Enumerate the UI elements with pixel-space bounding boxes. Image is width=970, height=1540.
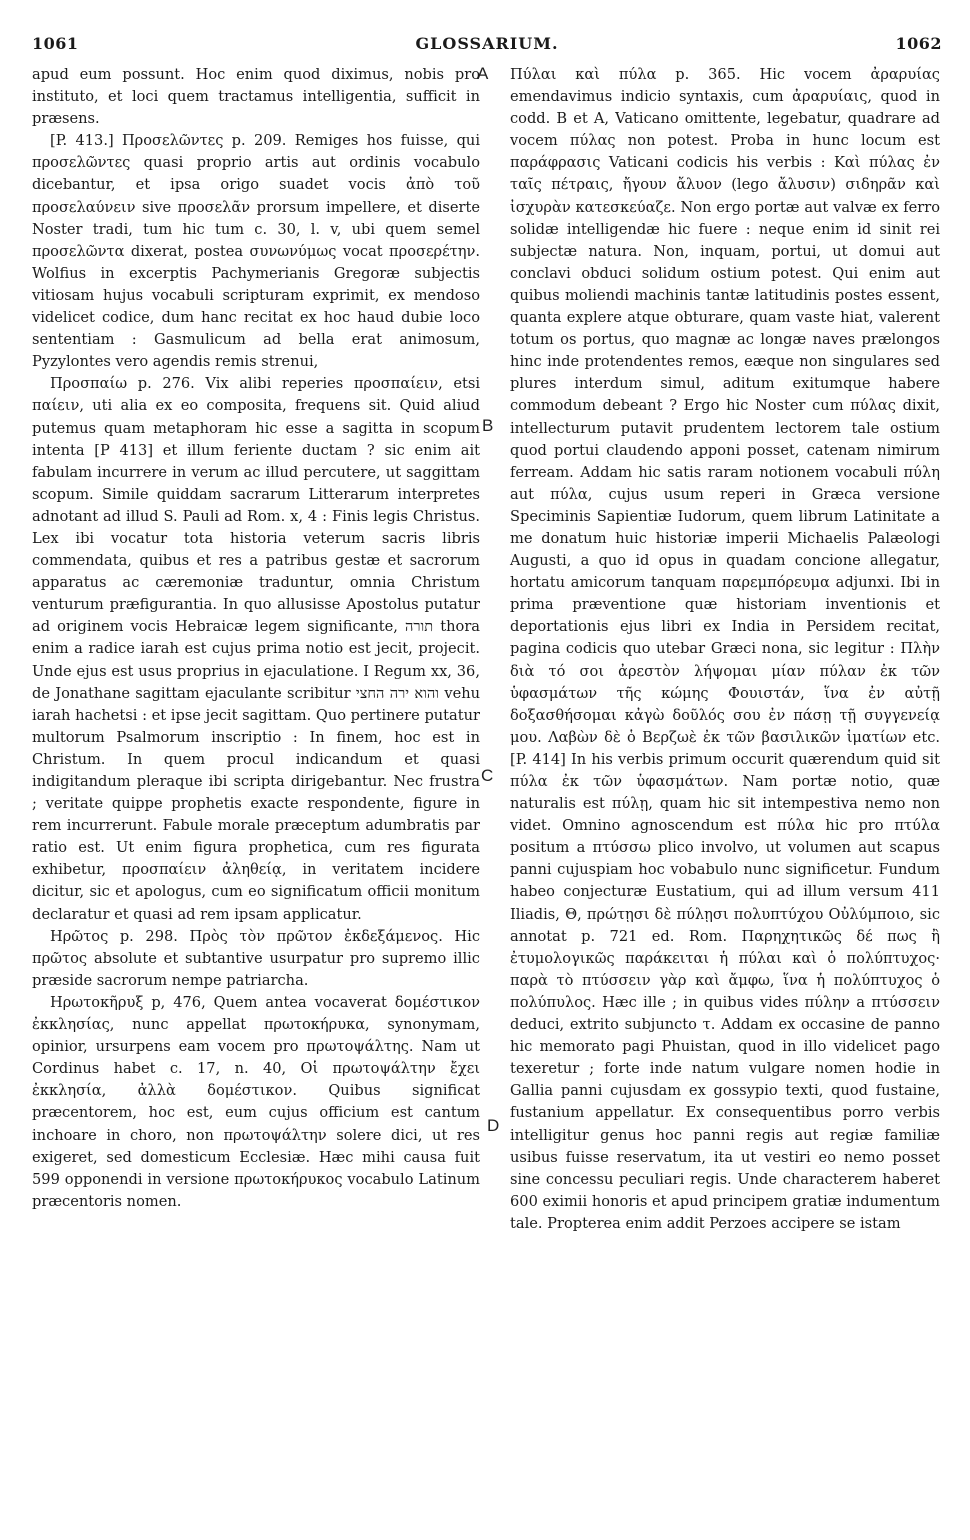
entry-protokeryx: Ηρωτοκῆρυξ p, 476, Quem antea vocaverat δομέστικον ἐκκλησίας, nunc appellat πρωτοκήρυκα, synonymam, opinior, ursurpens eam vocem pro πρωτοψάλτης. Nam ut Cordinus habet c. 17, n. 40, Οἱ πρωτοψάλτην ἔχει ἐκκλησία, ἀλλὰ δομέστικον. Quibus significat præcentorem, hoc est, eum cujus officium est cantum inchoare in choro, non πρωτοψάλτην solere dici, ut res exigeret, sed domesticum Ecclesiæ. Hæc mihi causa fuit 599 opponendi in versione πρωτοκήρυκος vocabulo Latinum præcentoris nomen. [32, 993, 480, 1210]
running-header [32, 34, 942, 60]
margin-marker-c: C [481, 766, 494, 785]
entry-prospaio: Προσπαίω p. 276. Vix alibi reperies προσπαίειν, etsi παίειν, uti alia ex eo composita, frequens sit. Quid aliud putemus quam metaphoram hic esse a sagitta in scopum intenta [P 413] et illum feriente ductam ? sic enim ait fabulam incurrere in verum ac illud percutere, ut saggittam scopum. Simile quiddam sacrarum Litterarum interpretes adnotant ad illud S. Pauli ad Rom. x, 4 : Finis legis Christus. Lex ibi vocatur tota historia veterum sacris libris commendata, quibus et res a patribus gestæ et sacrorum apparatus ac cæremoniæ traduntur, omnia Christum venturum præfigurantia. In quo allusisse Apostolus putatur ad originem vocis Hebraicæ legem significante, תורה thora enim a radice iarah est cujus prima notio est jecit, projecit. Unde ejus est usus proprius in ejaculatione. I Regum xx, 36, de Jonathane sagittam ejaculante scribitur והוא ירה החצי vehu iarah hachetsi : et ipse jecit sagittam. Quo pertinere putatur multorum Psalmorum inscriptio : In finem, hoc est in Christum. In quem procul indicandum et quasi indigitandum pleraque ibi scripta dirigebantur. Nec frustra ; veritate quippe prophetis exacte respondente, figure in rem incurrerunt. Fabule morale præceptum adumbratis par ratio est. Ut enim figura prophetica, cum res figurata exhibetur, προσπαίειν ἀληθείᾳ, in veritatem incidere dicitur, sic et apologus, cum eo significatum officii monitum declaratur et quasi ad rem ipsam applicatur. [32, 375, 481, 923]
margin-marker-d: D [487, 1116, 500, 1135]
margin-marker-a: A [477, 64, 489, 83]
left-column [32, 64, 480, 1213]
right-page-number: 1062 [895, 34, 942, 53]
entry-protos: Ηρῶτος p. 298. Πρὸς τὸν πρῶτον ἐκδεξάμενος. Hic πρῶτος absolute et subtantive usurpatur pro supremo illic præside sacrorum nempe patriarcha. [32, 927, 480, 989]
entry-proselontes: [P. 413.] Προσελῶντες p. 209. Remiges hos fuisse, qui προσελῶντες quasi proprio artis aut ordinis vocabulo dicebantur, et ipsa origo suadet vocis ἀπὸ τοῦ προσελαύνειν sive προσελᾶν prorsum impellere, et diserte Noster tradi, tum hic tum c. 30, l. v, ubi quem semel προσελῶντα dixerat, postea συνωνύμως vocat προσερέτην. Wolfius in excerptis Pachymerianis Gregoræ subjectis vitiosam hujus vocabuli scripturam exprimit, ex mendoso videlicet codice, dum hanc recitat ex hoc haud dubie loco sententiam : Gasmulicum ad bella erat animosum, Pyzylontes vero agendis remis strenui, [32, 132, 480, 371]
entry-pylai: Πύλαι καὶ πύλα p. 365. Hic vocem ἀραρυίας emendavimus indicio syntaxis, cum ἀραρυίαις, quod in codd. B et A, Vaticano omittente, legebatur, quadrare ad vocem πύλας non potest. Proba in hunc locum est παράφρασις Vaticani codicis his verbis : Καὶ πύλας ἐν ταῖς πέτραις, ἤγουν ἄλυον (lego ἄλυσιν) σιδηρᾶν καὶ ἰσχυρὰν κατεσκεύαζε. Non ergo portæ aut valvæ ex ferro solidæ intelligendæ hic fuere : neque enim id sinit rei subjectæ natura. Non, inquam, portui, ut domui aut conclavi obduci solidum ostium potest. Qui enim aut quibus moliendi machinis tantæ latitudinis postes essent, quanta explere atque obturare, quam vaste hiat, valerent totum os portus, quo magnæ ac longæ naves prælongos hinc inde protendentes remos, eæque non singulares sed plures interdum simul, aditum exitumque habere commodum debeant ? Ergo hic Noster cum πύλας dixit, intellecturum putavit prudentem lectorem tale ostium quod portui claudendo apponi posset, catenam nimirum ferream. Addam hic satis raram notionem vocabuli πύλη aut πύλα, cujus usum reperi in Græca versione Speciminis Sapientiæ Iudorum, quem librum Latinitate a me donatum huic historiæ imperii Michaelis Palæologi Augusti, a quo id opus in quadam concione allegatur, hortatu amicorum tanquam παρεμπόρευμα adjunxi. Ibi in prima præventione quæ historiam inventionis et deportationis ejus libri ex India in Persidem recitat, pagina codicis quo utebar Græci nona, sic legitur : Πλὴν διὰ τό σοι ἀρεστὸν λήψομαι μίαν πύλαν ἐκ τῶν ὑφασμάτων τῆς κώμης Φουιστάν, ἵνα ἐν αὐτῇ δοξασθήσομαι κἀγὼ δοῦλός σου ἐν πάσῃ τῇ συγγενείᾳ μου. Λαβὼν δὲ ὁ Βερζωὲ ἐκ τῶν βασιλικῶν ἱματίων etc. [P. 414] In his verbis primum occurit quærendum quid sit πύλα ἐκ τῶν ὑφασμάτων. Nam portæ notio, quæ naturalis est πύλῃ, quam hic sit intempestiva nemo non videt. Omnino agnoscendum est πύλα hic pro πτύλα positum a πτύσσω plico involvo, ut volumen aut scapus panni cujuspiam hoc vobabulo nunc significetur. Fundum habeo conjecturæ Eustatium, qui ad illum versum 411 Iliadis, Θ, πρώτῃσι δὲ πύλῃσι πολυπτύχου Οὐλύμποιο, sic annotat p. 721 ed. Rom. Παρηχητικῶς δέ πως ἢ ἐτυμολογικῶς παράκειται ἡ πύλαι καὶ ὁ πολύπτυχος· παρὰ τὸ πτύσσειν γὰρ καὶ ἄμφω, ἵνα ἡ πολύπτυχος ὁ πολύπυλος. Hæc ille ; in quibus vides πύλην a πτύσσειν deduci, extrito subjuncto τ. Addam ex occasine de panno hic memorato pagi Phuistan, quod in illo videlicet pago texeretur ; forte inde natum vulgare nomen hodie in Gallia panni cujusdam ex gossypio texti, quod fustaine, fustanium appellatur. Ex consequentibus porro verbis intelligitur genus hoc panni regis aut regiæ familiæ usibus fuisse reservatum, ita ut vestiri eo nemo posset sine concessu peculiari regis. Unde characterem haberet 600 eximii honoris et apud principem gratiæ indumentum tale. Propterea enim addit Perzoes accipere se istam [510, 66, 940, 1232]
right-column [510, 64, 940, 1235]
paragraph: apud eum possunt. Hoc enim quod diximus, nobis pro instituto, et loci quem tractamus intelligentia, sufficit in præsens. [32, 66, 480, 128]
page-title: GLOSSARIUM. [415, 34, 559, 53]
margin-marker-b: B [482, 416, 494, 435]
left-page-number: 1061 [32, 34, 79, 53]
